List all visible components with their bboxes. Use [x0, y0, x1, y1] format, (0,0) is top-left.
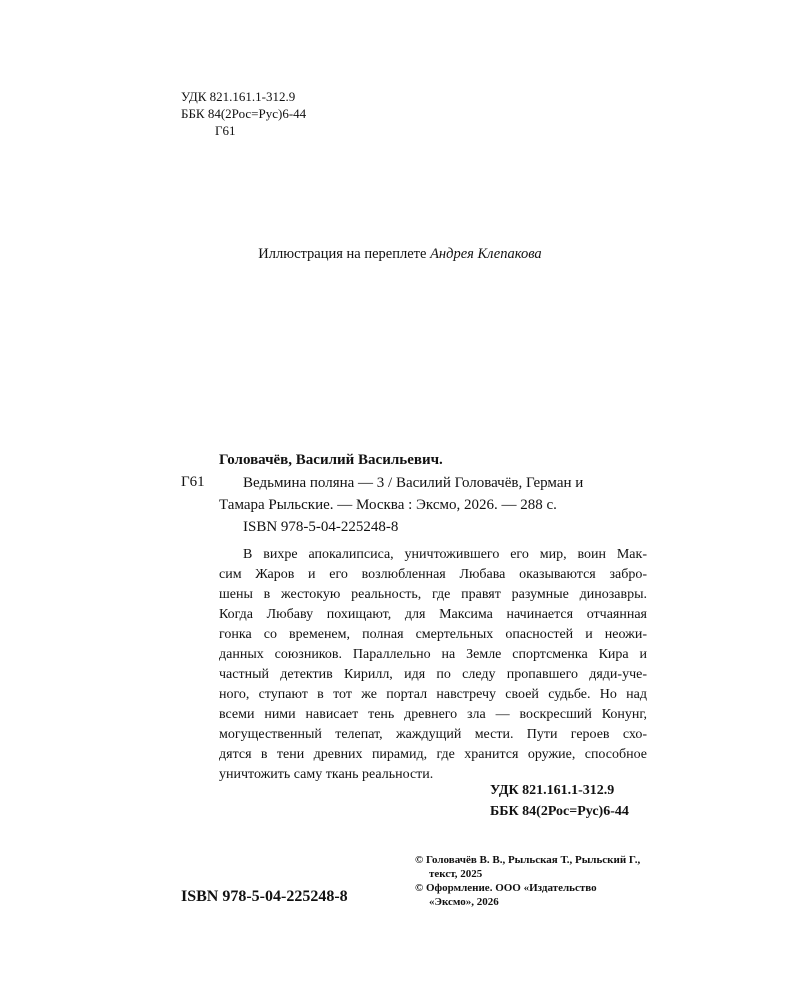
catalog-classification-codes — [490, 780, 629, 822]
catalog-author: Головачёв, Василий Васильевич. — [219, 452, 443, 468]
annotation-line: данных союзников. Параллельно на Земле спортсменка Кира и — [219, 647, 647, 662]
annotation-line: Когда Любаву похищают, для Максима начинается отчаянная — [219, 607, 647, 622]
annotation-line: дятся в тени древних пирамид, где хранится оружие, способное — [219, 747, 647, 762]
illustration-credit — [0, 246, 800, 263]
copyright-line: © Оформление. ООО «Издательство — [415, 882, 597, 894]
illustration-artist: Андрея Клепакова — [430, 246, 542, 262]
annotation-line: частный детектив Кирилл, идя по следу пропавшего дяди-уче- — [219, 667, 647, 682]
illustration-prefix: Иллюстрация на переплете — [258, 246, 431, 262]
header-udk: УДК 821.161.1-312.9 — [181, 89, 296, 104]
catalog-title-block — [219, 472, 649, 516]
header-classification-codes — [181, 88, 306, 139]
annotation-line: уничтожить саму ткань реальности. — [219, 767, 434, 782]
catalog-title-line: Ведьмина поляна — 3 / Василий Головачёв, Герман и — [243, 475, 584, 491]
annotation-line: ного, ступают в тот же портал навстречу своей судьбе. Но над — [219, 687, 647, 702]
annotation — [219, 545, 647, 785]
copyright-line: текст, 2025 — [429, 868, 483, 880]
annotation-line: В вихре апокалипсиса, уничтожившего его мир, воин Мак- — [243, 547, 647, 562]
annotation-line: сим Жаров и его возлюбленная Любава оказываются забро- — [219, 567, 647, 582]
catalog-author-mark: Г61 — [181, 474, 205, 490]
copyright-block — [415, 853, 640, 909]
catalog-udk: УДК 821.161.1-312.9 — [490, 783, 615, 798]
catalog-bbk: ББК 84(2Рос=Рус)6-44 — [490, 804, 629, 819]
annotation-line: могущественный телепат, жаждущий мести. Пути героев схо- — [219, 727, 647, 742]
catalog-isbn: ISBN 978-5-04-225248-8 — [243, 519, 399, 535]
copyright-line: © Головачёв В. В., Рыльская Т., Рыльский Г., — [415, 854, 641, 866]
annotation-line: шены в жестокую реальность, где правят разумные динозавры. — [219, 587, 647, 602]
isbn-main: ISBN 978-5-04-225248-8 — [181, 888, 348, 905]
header-author-mark: Г61 — [215, 123, 236, 138]
copyright-line: «Эксмо», 2026 — [429, 896, 499, 908]
annotation-line: гонка со временем, полная смертельных опасностей и неожи- — [219, 627, 647, 642]
catalog-title-line: Тамара Рыльские. — Москва : Эксмо, 2026. — 288 с. — [219, 497, 557, 513]
header-bbk: ББК 84(2Рос=Рус)6-44 — [181, 106, 307, 121]
annotation-line: всеми ними нависает тень древнего зла — воскресший Конунг, — [219, 707, 647, 722]
